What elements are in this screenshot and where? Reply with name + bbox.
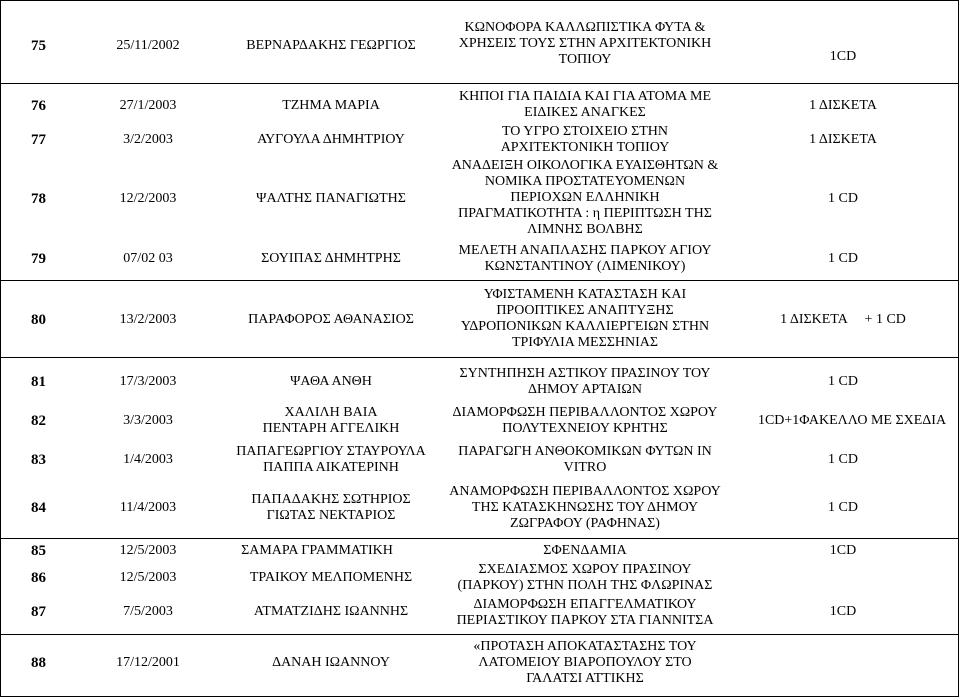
thesis-title: ΑΝΑΔΕΙΞΗ ΟΙΚΟΛΟΓΙΚΑ ΕΥΑΙΣΘΗΤΩΝ & ΝΟΜΙΚΑ ΠΡΟΣΤΑΤΕΥΟΜΕΝΩΝ ΠΕΡΙΟΧΩΝ ΕΛΛΗΝΙΚΗ ΠΡΑΓΜΑΤΙΚΟΤΗΤΑ : η ΠΕΡΙΠΤΩΣΗ ΤΗΣ ΛΙΜΝΗΣ ΒΟΛΒΗΣ <box>451 158 719 237</box>
author-name: ΨΑΛΤΗΣ ΠΑΝΑΓΙΩΤΗΣ <box>256 191 406 206</box>
table-border-top <box>0 0 959 1</box>
author-name: ΠΑΠΑΓΕΩΡΓΙΟΥ ΣΤΑΥΡΟΥΛΑ ΠΑΠΠΑ ΑΙΚΑΤΕΡΙΝΗ <box>236 444 426 475</box>
thesis-title: ΥΦΙΣΤΑΜΕΝΗ ΚΑΤΑΣΤΑΣΗ ΚΑΙ ΠΡΟΟΠΤΙΚΕΣ ΑΝΑΠΤΥΞΗΣ ΥΔΡΟΠΟΝΙΚΩΝ ΚΑΛΛΙΕΡΓΕΙΩΝ ΣΤΗΝ ΤΡΙΦΥΛΙΑ ΜΕΣΣΗΝΙΑΣ <box>460 287 710 350</box>
thesis-title: ΚΩΝΟΦΟΡΑ ΚΑΛΛΩΠΙΣΤΙΚΑ ΦΥΤΑ & ΧΡΗΣΕΙΣ ΤΟΥΣ ΣΤΗΝ ΑΡΧΙΤΕΚΤΟΝΙΚΗ ΤΟΠΙΟΥ <box>458 20 712 67</box>
thesis-title: ΑΝΑΜΟΡΦΩΣΗ ΠΕΡΙΒΑΛΛΟΝΤΟΣ ΧΩΡΟΥ ΤΗΣ ΚΑΤΑΣΚΗΝΩΣΗΣ ΤΟΥ ΔΗΜΟΥ ΖΩΓΡΑΦΟΥ (ΡΑΦΗΝΑΣ) <box>449 484 721 531</box>
record-number: 80 <box>31 312 46 328</box>
record-number: 87 <box>31 604 46 620</box>
record-number: 78 <box>31 191 46 207</box>
author-name: ΣΑΜΑΡΑ ΓΡΑΜΜΑΤΙΚΗ <box>241 543 393 558</box>
record-date: 17/3/2003 <box>119 374 177 389</box>
media-format: 1 CD <box>828 374 858 389</box>
record-date: 3/3/2003 <box>123 413 173 428</box>
media-format: 1 ΔΙΣΚΕΤΑ + 1 CD <box>780 312 906 327</box>
record-number: 77 <box>31 132 46 148</box>
record-number: 79 <box>31 251 46 267</box>
media-format: 1CD <box>829 49 857 64</box>
author-name: ΒΕΡΝΑΡΔΑΚΗΣ ΓΕΩΡΓΙΟΣ <box>246 38 416 53</box>
record-date: 7/5/2003 <box>123 604 173 619</box>
media-format: 1 CD <box>828 500 858 515</box>
author-name: ΣΟΥΙΠΑΣ ΔΗΜΗΤΡΗΣ <box>261 251 401 266</box>
row-divider <box>0 538 959 539</box>
record-date: 27/1/2003 <box>119 98 177 113</box>
thesis-title: ΣΦΕΝΔΑΜΙΑ <box>543 543 627 558</box>
table-border-left <box>0 0 1 697</box>
author-name: ΠΑΠΑΔΑΚΗΣ ΣΩΤΗΡΙΟΣ ΓΙΩΤΑΣ ΝΕΚΤΑΡΙΟΣ <box>251 492 411 523</box>
row-divider <box>0 634 959 635</box>
media-format: 1 CD <box>828 452 858 467</box>
thesis-title: ΣΧΕΔΙΑΣΜΟΣ ΧΩΡΟΥ ΠΡΑΣΙΝΟΥ (ΠΑΡΚΟΥ) ΣΤΗΝ ΠΟΛΗ ΤΗΣ ΦΛΩΡΙΝΑΣ <box>457 562 713 593</box>
thesis-title: «ΠΡΟΤΑΣΗ ΑΠΟΚΑΤΑΣΤΑΣΗΣ ΤΟΥ ΛΑΤΟΜΕΙΟΥ ΒΙΑΡΟΠΟΥΛΟΥ ΣΤΟ ΓΑΛΑΤΣΙ ΑΤΤΙΚΗΣ <box>473 639 697 686</box>
author-name: ΑΥΓΟΥΛΑ ΔΗΜΗΤΡΙΟΥ <box>257 132 405 147</box>
author-name: ΨΑΘΑ ΑΝΘΗ <box>290 374 372 389</box>
record-number: 76 <box>31 98 46 114</box>
record-date: 12/5/2003 <box>119 543 177 558</box>
author-name: ΑΤΜΑΤΖΙΔΗΣ ΙΩΑΝΝΗΣ <box>253 604 409 619</box>
author-name: ΧΑΛΙΛΗ ΒΑΙΑ ΠΕΝΤΑΡΗ ΑΓΓΕΛΙΚΗ <box>262 405 400 436</box>
record-date: 1/4/2003 <box>123 452 173 467</box>
record-date: 07/02 03 <box>123 251 173 266</box>
record-number: 82 <box>31 413 46 429</box>
record-date: 3/2/2003 <box>123 132 173 147</box>
record-number: 83 <box>31 452 46 468</box>
author-name: ΔΑΝΑΗ ΙΩΑΝΝΟΥ <box>272 655 390 670</box>
record-number: 85 <box>31 543 46 559</box>
record-date: 13/2/2003 <box>119 312 177 327</box>
author-name: ΤΖΗΜΑ ΜΑΡΙΑ <box>282 98 380 113</box>
author-name: ΤΡΑΙΚΟΥ ΜΕΛΠΟΜΕΝΗΣ <box>249 570 413 585</box>
thesis-title: ΜΕΛΕΤΗ ΑΝΑΠΛΑΣΗΣ ΠΑΡΚΟΥ ΑΓΙΟΥ ΚΩΝΣΤΑΝΤΙΝΟΥ (ΛΙΜΕΝΙΚΟΥ) <box>458 243 712 274</box>
author-name: ΠΑΡΑΦΟΡΟΣ ΑΘΑΝΑΣΙΟΣ <box>248 312 414 327</box>
media-format: 1CD <box>829 543 857 558</box>
media-format: 1 ΔΙΣΚΕΤΑ <box>809 98 877 113</box>
media-format: 1CD <box>829 604 857 619</box>
thesis-title: ΣΥΝΤΗΠΗΣΗ ΑΣΤΙΚΟΥ ΠΡΑΣΙΝΟΥ ΤΟΥ ΔΗΜΟΥ ΑΡΤΑΙΩΝ <box>459 366 711 397</box>
media-format: 1CD+1ΦΑΚΕΛΛΟ ΜΕ ΣΧΕΔΙΑ <box>757 413 947 428</box>
row-divider <box>0 280 959 281</box>
media-format: 1 CD <box>828 251 858 266</box>
record-date: 12/5/2003 <box>119 570 177 585</box>
row-divider <box>0 357 959 358</box>
record-date: 25/11/2002 <box>116 38 180 53</box>
thesis-title: ΔΙΑΜΟΡΦΩΣΗ ΠΕΡΙΒΑΛΛΟΝΤΟΣ ΧΩΡΟΥ ΠΟΛΥΤΕΧΝΕΙΟΥ ΚΡΗΤΗΣ <box>452 405 718 436</box>
record-date: 17/12/2001 <box>116 655 180 670</box>
thesis-title: ΚΗΠΟΙ ΓΙΑ ΠΑΙΔΙΑ ΚΑΙ ΓΙΑ ΑΤΟΜΑ ΜΕ ΕΙΔΙΚΕΣ ΑΝΑΓΚΕΣ <box>458 89 712 120</box>
media-format: 1 ΔΙΣΚΕΤΑ <box>809 132 877 147</box>
thesis-title: ΠΑΡΑΓΩΓΗ ΑΝΘΟΚΟΜΙΚΩΝ ΦΥΤΩΝ ΙΝ VITRO <box>458 444 712 475</box>
record-number: 75 <box>31 38 46 54</box>
record-date: 11/4/2003 <box>119 500 177 515</box>
record-number: 86 <box>31 570 46 586</box>
record-date: 12/2/2003 <box>119 191 177 206</box>
media-format: 1 CD <box>828 191 858 206</box>
record-number: 88 <box>31 655 46 671</box>
record-number: 81 <box>31 374 46 390</box>
thesis-title: ΔΙΑΜΟΡΦΩΣΗ ΕΠΑΓΓΕΛΜΑΤΙΚΟΥ ΠΕΡΙΑΣΤΙΚΟΥ ΠΑΡΚΟΥ ΣΤΑ ΓΙΑΝΝΙΤΣΑ <box>456 597 714 628</box>
row-divider <box>0 83 959 84</box>
record-number: 84 <box>31 500 46 516</box>
thesis-title: ΤΟ ΥΓΡΟ ΣΤΟΙΧΕΙΟ ΣΤΗΝ ΑΡΧΙΤΕΚΤΟΝΙΚΗ ΤΟΠΙΟΥ <box>500 124 670 155</box>
